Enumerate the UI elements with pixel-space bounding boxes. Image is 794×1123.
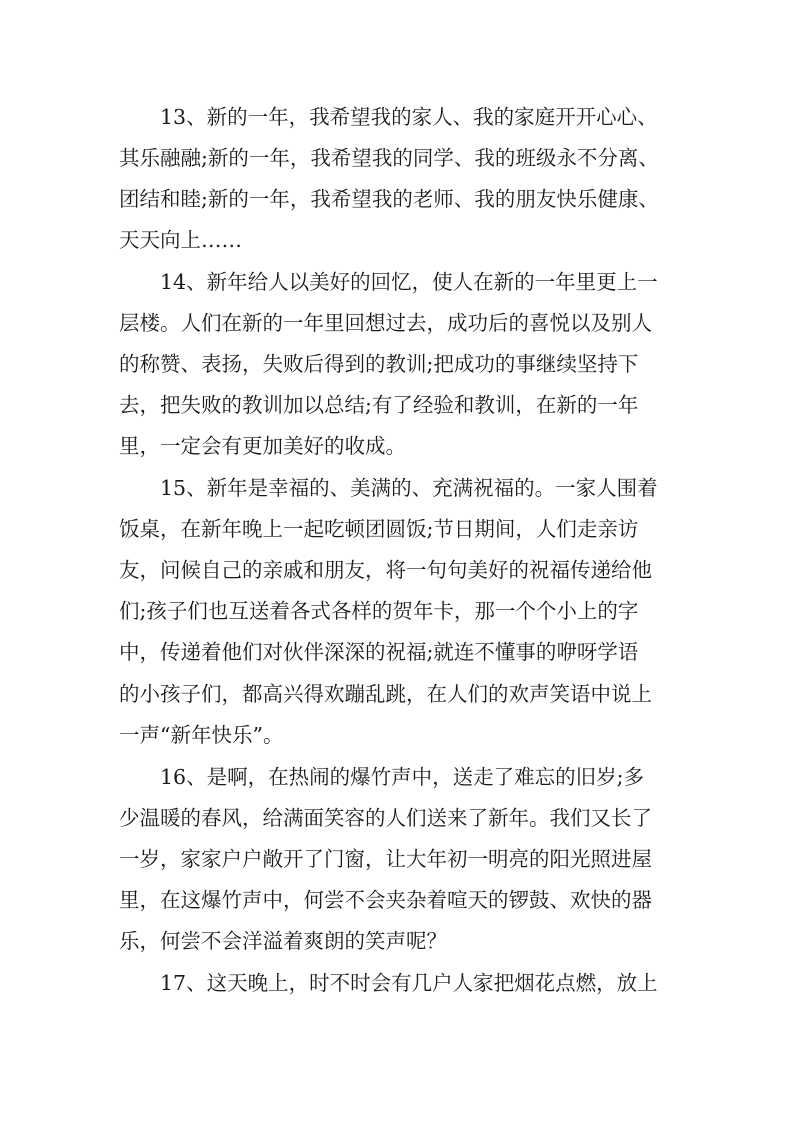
- paragraph-13-line-4: 天天向上……: [119, 228, 242, 252]
- paragraph-14-line-4: 去，把失败的教训加以总结;有了经验和教训，在新的一年: [119, 393, 639, 417]
- paragraph-15-line-1: 15、新年是幸福的、美满的、充满祝福的。一家人围着: [160, 476, 658, 500]
- paragraph-13-line-2: 其乐融融;新的一年，我希望我的同学、我的班级永不分离、: [119, 146, 659, 170]
- paragraph-15-line-6: 的小孩子们，都高兴得欢蹦乱跳，在人们的欢声笑语中说上: [119, 682, 652, 706]
- paragraph-16-line-1: 16、是啊，在热闹的爆竹声中，送走了难忘的旧岁;多: [160, 765, 644, 789]
- paragraph-15-line-4: 们;孩子们也互送着各式各样的贺年卡，那一个个小上的字: [119, 599, 639, 623]
- paragraph-16-line-3: 一岁，家家户户敞开了门窗，让大年初一明亮的阳光照进屋: [119, 847, 652, 871]
- paragraph-16-line-4: 里，在这爆竹声中，何尝不会夹杂着喧天的锣鼓、欢快的器: [119, 888, 652, 912]
- paragraph-14-line-2: 层楼。人们在新的一年里回想过去，成功后的喜悦以及别人: [119, 311, 652, 335]
- paragraph-14-line-5: 里，一定会有更加美好的收成。: [119, 434, 406, 458]
- paragraph-13-line-3: 团结和睦;新的一年，我希望我的老师、我的朋友快乐健康、: [119, 187, 659, 211]
- paragraph-15-line-5: 中，传递着他们对伙伴深深的祝福;就连不懂事的咿呀学语: [119, 640, 639, 664]
- paragraph-14-line-1: 14、新年给人以美好的回忆，使人在新的一年里更上一: [160, 270, 658, 294]
- paragraph-15-line-7: 一声“新年快乐”。: [119, 723, 284, 747]
- paragraph-13-line-1: 13、新的一年，我希望我的家人、我的家庭开开心心、: [160, 105, 658, 129]
- paragraph-14-line-3: 的称赞、表扬，失败后得到的教训;把成功的事继续坚持下: [119, 352, 639, 376]
- paragraph-15-line-3: 友，问候自己的亲戚和朋友，将一句句美好的祝福传递给他: [119, 558, 652, 582]
- paragraph-15-line-2: 饭桌，在新年晚上一起吃顿团圆饭;节日期间，人们走亲访: [119, 517, 639, 541]
- paragraph-16-line-5: 乐，何尝不会洋溢着爽朗的笑声呢？: [119, 929, 447, 953]
- paragraph-17-line-1: 17、这天晚上，时不时会有几户人家把烟花点燃，放上: [160, 971, 658, 995]
- paragraph-16-line-2: 少温暖的春风，给满面笑容的人们送来了新年。我们又长了: [119, 806, 652, 830]
